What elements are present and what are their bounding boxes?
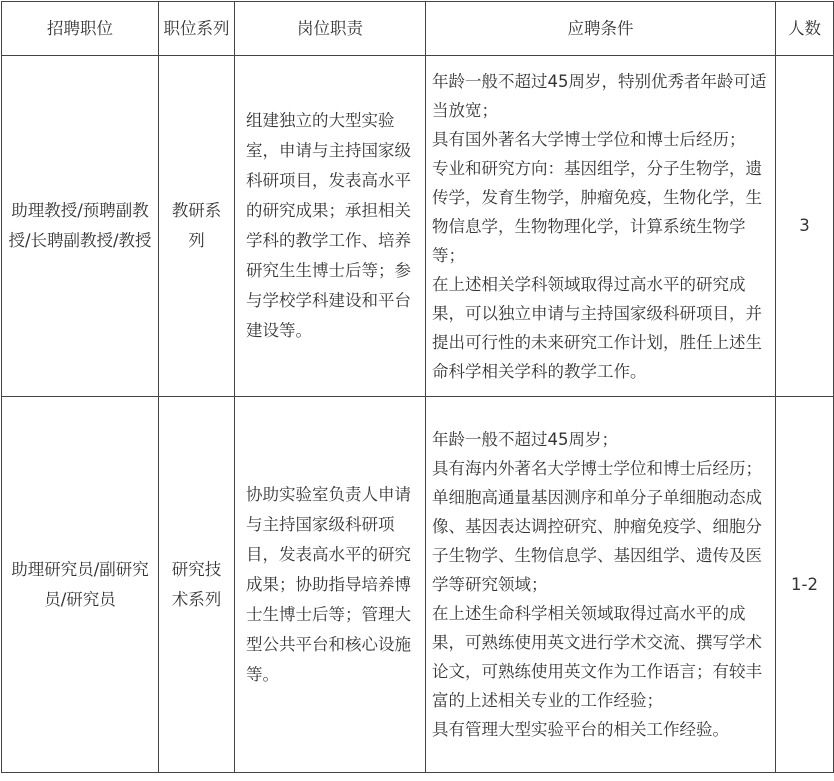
- requirements-cell: [426, 397, 776, 773]
- requirement-item: 专业和研究方向：基因组学，分子生物学，遗传学，发育生物学，肿瘤免疫，生物化学，生物信息学，生物物理化学，计算系统生物学等；: [432, 158, 762, 265]
- header-series: 职位系列: [159, 2, 235, 56]
- requirement-item: 具有海内外著名大学博士学位和博士后经历；: [432, 459, 762, 478]
- header-count: 人数: [776, 2, 834, 56]
- duties-cell: 组建独立的大型实验室，申请与主持国家级科研项目，发表高水平的研究成果；承担相关学科的教学工作、培养研究生生博士后等；参与学校学科建设和平台建设等。: [235, 56, 426, 397]
- position-cell: 助理研究员/副研究员/研究员: [2, 397, 159, 773]
- duties-cell: 协助实验室负责人申请与主持国家级科研项目，发表高水平的研究成果；协助指导培养博士生博士后等；管理大型公共平台和核心设施等。: [235, 397, 426, 773]
- table-row: [2, 397, 834, 773]
- position-cell: 助理教授/预聘副教授/长聘副教授/教授: [2, 56, 159, 397]
- requirement-item: 在上述生命科学相关领域取得过高水平的成果，可熟练使用英文进行学术交流、撰写学术论文，可熟练使用英文作为工作语言；有较丰富的上述相关专业的工作经验；: [432, 604, 762, 710]
- table-row: [2, 56, 834, 397]
- count-cell: 3: [776, 56, 834, 397]
- series-cell: 研究技术系列: [159, 397, 235, 773]
- count-cell: 1-2: [776, 397, 834, 773]
- requirement-item: 在上述相关学科领域取得过高水平的研究成果，可以独立申请与主持国家级科研项目，并提出可行性的未来研究工作计划，胜任上述生命科学相关学科的教学工作。: [432, 274, 762, 381]
- series-cell: 教研系列: [159, 56, 235, 397]
- requirement-item: 具有管理大型实验平台的相关工作经验。: [432, 720, 729, 739]
- requirement-item: 年龄一般不超过45周岁；: [432, 430, 618, 449]
- header-requirements: 应聘条件: [426, 2, 776, 56]
- requirements-cell: [426, 56, 776, 397]
- requirement-item: 具有国外著名大学博士学位和博士后经历；: [432, 129, 746, 149]
- header-row: [2, 2, 834, 56]
- header-position: 招聘职位: [2, 2, 159, 56]
- recruitment-table: [1, 1, 834, 773]
- requirement-item: 年龄一般不超过45周岁，特别优秀者年龄可适当放宽；: [432, 71, 767, 120]
- header-duties: 岗位职责: [235, 2, 426, 56]
- requirement-item: 单细胞高通量基因测序和单分子单细胞动态成像、基因表达调控研究、肿瘤免疫学、细胞分子生物学、生物信息学、基因组学、遗传及医学等研究领域；: [432, 488, 762, 594]
